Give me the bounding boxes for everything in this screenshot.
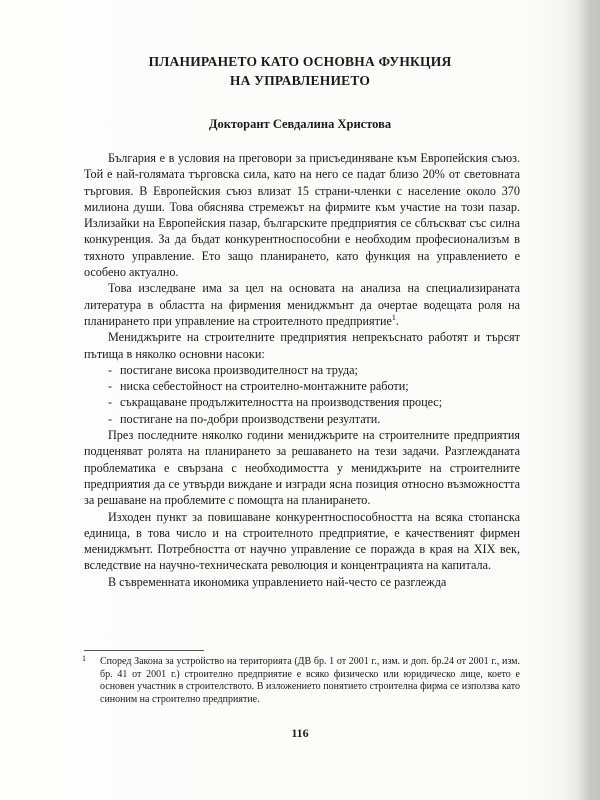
footnote-reference: 1 xyxy=(391,312,396,322)
title-line-1: ПЛАНИРАНЕТО КАТО ОСНОВНА ФУНКЦИЯ xyxy=(148,54,452,69)
paragraph-5: Изходен пункт за повишаване конкурентноспособността на всяка стопанска единица, в това число и на строителното предприятие, е качественият фирмен мениджмънт. Потребността от научно управление се поражда в края на XIX век, вследствие на научно-техническата революция и концентрацията на капитала. xyxy=(84,509,520,573)
paragraph-2 xyxy=(84,280,520,329)
article-title xyxy=(90,52,510,90)
paragraph-4: През последните няколко години мениджърите на строителните предприятия подценяват ролята на планирането за решаването на тези задачи. Разглежданата проблематика е свързана с необходимостта у мениджърите на строителните предприятия да се утвърди виждане и изгради ясна позиция относно възможността за решаване на проблемите с помощта на планирането. xyxy=(84,428,520,508)
list-item: - съкращаване продължителността на производствения процес; xyxy=(108,394,520,410)
paragraph-2-text: Това изследване има за цел на основата на анализа на специализираната литература в областта на фирмения мениджмънт да очертае водещата роля на планирането при управление на строителното предприятие xyxy=(84,281,520,328)
directions-list xyxy=(84,362,520,427)
footnote-divider xyxy=(84,650,204,651)
footnote-text: Според Закона за устройство на територията (ДВ бр. 1 от 2001 г., изм. и доп. бр.24 от 2001 г., изм. бр. 41 от 2001 г.) строително предприятие е всяко физическо или юридическо лице, което е основен участник в строителството. В изложението понятието строителна фирма се използва като синоним на строително предприятие. xyxy=(100,656,520,705)
footnote xyxy=(84,656,520,706)
title-line-2: НА УПРАВЛЕНИЕТО xyxy=(229,73,371,88)
paragraph-6: В съвременната икономика управлението най-често се разглежда xyxy=(108,574,447,589)
paragraph-3: Мениджърите на строителните предприятия непрекъснато работят и търсят пътища в няколко основни насоки: xyxy=(84,330,520,361)
paragraph-2-end: . xyxy=(395,313,399,328)
footnote-mark: 1 xyxy=(82,654,86,663)
paragraph-1: България е в условия на преговори за присъединяване към Европейския съюз. Той е най-голямата търговска сила, като на него се падат близо 20% от световната търговия. В Европейския съюз влизат 15 страни-членки с население около 370 милиона души. Това обяснява стремежът на фирмите към участие на този пазар. Излизайки на Европейския пазар, българските предприятия се сблъскват със силна конкуренция. За да бъдат конкурентноспособни е необходим професионализъм в тяхното управление. Ето защо планирането, като функция на управлението е особено актуално. xyxy=(84,151,520,280)
list-item: - постигане на по-добри производствени резултати. xyxy=(108,411,520,427)
scan-shadow-edge xyxy=(562,0,600,800)
page-number: 116 xyxy=(291,726,309,740)
list-item: - постигане висока производителност на труда; xyxy=(108,362,520,378)
author-line: Докторант Севдалина Христова xyxy=(208,117,392,131)
article-body xyxy=(84,150,520,590)
list-item: - ниска себестойност на строително-монтажните работи; xyxy=(108,378,520,394)
